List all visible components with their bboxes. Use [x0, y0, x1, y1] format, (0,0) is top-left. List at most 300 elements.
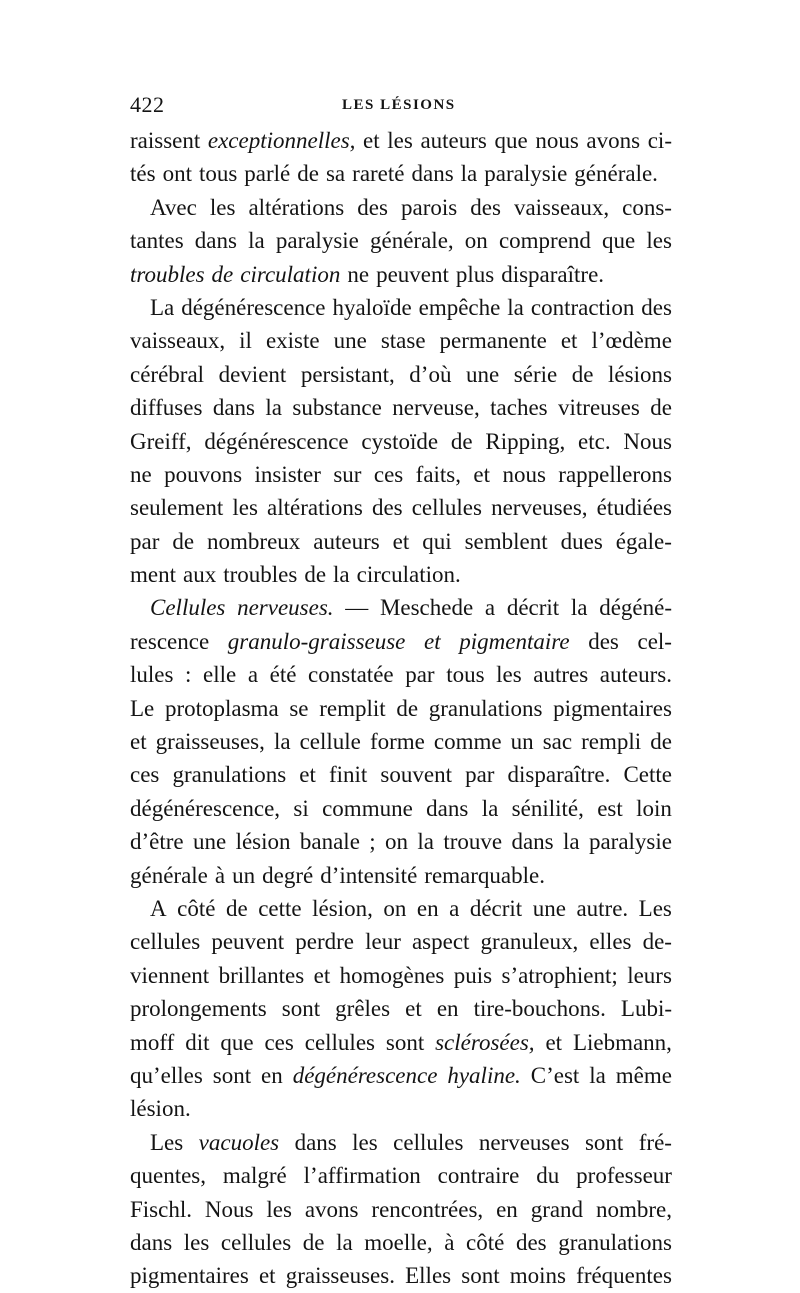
word: permanente: [439, 328, 547, 354]
word: les: [387, 128, 413, 153]
text-line: [130, 792, 672, 825]
text-line: [130, 1026, 672, 1059]
word: qui: [422, 528, 452, 554]
word: cellules: [130, 929, 201, 955]
word: des: [515, 1229, 547, 1255]
word: existe: [265, 328, 320, 354]
word: d’être: [130, 829, 184, 855]
word: tantes: [130, 228, 184, 254]
word: commune: [322, 795, 413, 821]
word: de-: [642, 929, 672, 955]
word: ne: [130, 461, 152, 487]
word: dégénérescence: [204, 428, 349, 454]
word: sont: [584, 1129, 624, 1155]
word: troubles: [223, 562, 298, 588]
word: les: [496, 662, 522, 688]
word: de: [302, 1229, 325, 1255]
word: qu’elles: [130, 1062, 203, 1088]
word: sénilité,: [511, 795, 584, 821]
word: pigmentaires: [130, 1263, 249, 1289]
text-line: [130, 391, 672, 424]
word: sont: [385, 1029, 425, 1055]
word: la: [570, 595, 588, 621]
word: lésion.: [130, 1096, 191, 1122]
word: une: [532, 895, 566, 921]
word: :: [185, 662, 192, 688]
word: par: [465, 762, 495, 788]
word: pouvons: [164, 461, 243, 487]
word: dégéné-: [599, 595, 672, 621]
word: on: [385, 829, 409, 855]
word: paralysie: [275, 228, 359, 254]
word: étudiées: [596, 495, 672, 521]
text-line: [130, 959, 672, 992]
word: une: [466, 361, 500, 387]
word: nerveuse,: [392, 395, 480, 421]
word: de: [297, 161, 319, 187]
word: de: [650, 729, 672, 755]
word: hyaline.: [447, 1062, 521, 1088]
word: la: [248, 228, 265, 254]
word: de: [304, 562, 327, 588]
word: dégénérescence: [181, 294, 326, 320]
word: un: [510, 729, 534, 755]
word: troubles: [130, 261, 205, 287]
text-line: [130, 925, 672, 958]
word: taches: [490, 395, 548, 421]
word: professeur: [576, 1163, 672, 1189]
word: stase: [380, 328, 426, 354]
word: vitreuses: [558, 395, 640, 421]
word: brillantes: [218, 962, 305, 988]
word: des: [641, 294, 672, 320]
word: de: [650, 395, 672, 421]
word: Ripping,: [485, 428, 566, 454]
word: granulations: [172, 762, 287, 788]
word: générale,: [370, 228, 454, 254]
running-head: [130, 92, 672, 122]
word: Avec: [150, 194, 197, 220]
word: côté: [466, 1229, 505, 1255]
word: et: [392, 528, 410, 554]
word: d’intensité: [320, 862, 418, 888]
body-text: [130, 124, 672, 1293]
word: dans: [426, 795, 469, 821]
word: elles: [589, 929, 632, 955]
word: cel-: [637, 628, 672, 654]
word: cellule: [299, 729, 361, 755]
word: et: [363, 128, 380, 153]
word: il: [239, 328, 252, 354]
word: du: [536, 1163, 560, 1189]
word: d’où: [409, 361, 452, 387]
word: les: [232, 495, 258, 521]
word: Nous: [204, 1196, 254, 1222]
word: moelle,: [364, 1229, 433, 1255]
text-line: [130, 758, 672, 791]
word: dans: [294, 1129, 337, 1155]
word: altérations: [267, 495, 363, 521]
word: sur: [333, 461, 362, 487]
word: cons-: [622, 194, 672, 220]
word: prolongements: [130, 996, 267, 1022]
word: moff: [130, 1029, 175, 1055]
word: Liebmann,: [572, 1029, 672, 1055]
word: substance: [292, 395, 382, 421]
word: leur: [365, 929, 401, 955]
text-line: [130, 1059, 672, 1092]
word: avons: [586, 128, 641, 153]
word: moins: [509, 1263, 566, 1289]
word: auteurs.: [599, 662, 672, 688]
text-line: [130, 224, 672, 257]
text-line: [130, 1193, 672, 1226]
word: Les: [638, 895, 672, 921]
text-line: [130, 324, 672, 357]
word: Fischl.: [130, 1196, 192, 1222]
word: forme: [369, 729, 425, 755]
word: auteurs: [313, 528, 380, 554]
word: La: [150, 294, 175, 320]
word: a: [247, 662, 259, 688]
word: tous: [446, 662, 485, 688]
word: lésions: [608, 361, 672, 387]
word: s’atrophient;: [501, 962, 618, 988]
text-line: [130, 1259, 672, 1292]
word: souvent: [380, 762, 452, 788]
word: contraire: [437, 1163, 520, 1189]
word: ces: [373, 461, 404, 487]
word: cellules: [393, 1129, 464, 1155]
text-line: [130, 525, 672, 558]
word: comme: [433, 729, 502, 755]
word: Meschede: [379, 595, 474, 621]
text-line: [130, 1159, 672, 1192]
word: lules: [130, 662, 174, 688]
word: que: [494, 128, 528, 153]
word: en: [416, 895, 439, 921]
word: sac: [542, 729, 573, 755]
text-line: [130, 892, 672, 925]
word: Les: [150, 1129, 184, 1155]
word: disparaître.: [501, 261, 605, 287]
word: autres: [533, 662, 589, 688]
text-line: [130, 658, 672, 691]
word: générale: [130, 862, 208, 888]
word: puis: [453, 962, 493, 988]
word: en: [436, 996, 459, 1022]
word: malgré: [222, 1163, 287, 1189]
word: remarquable.: [424, 862, 545, 888]
word: seulement: [130, 495, 224, 521]
word: cellules: [220, 1229, 292, 1255]
word: ;: [369, 829, 376, 855]
word: et: [560, 328, 578, 354]
word: constatée: [308, 662, 394, 688]
word: sont: [281, 996, 321, 1022]
word: avons: [304, 1196, 359, 1222]
word: exceptionnelles,: [207, 128, 356, 153]
word: disparaître.: [507, 762, 611, 788]
word: la: [336, 1229, 353, 1255]
word: remplit: [319, 695, 386, 721]
word: homogènes: [339, 962, 445, 988]
word: la: [273, 729, 291, 755]
text-line: [130, 859, 672, 892]
word: décrit: [469, 895, 523, 921]
word: se: [289, 695, 309, 721]
word: les: [183, 1229, 210, 1255]
word: par: [405, 662, 435, 688]
word: et: [299, 762, 316, 788]
text-line: [130, 258, 672, 291]
word: protoplasma: [164, 695, 279, 721]
word: faits,: [415, 461, 462, 487]
word: ces: [264, 1029, 294, 1055]
word: nerveuses,: [491, 495, 588, 521]
word: peuvent: [211, 929, 285, 955]
word: des: [357, 194, 388, 220]
word: par: [130, 528, 160, 554]
word: et: [545, 1029, 563, 1055]
word: rappellerons: [558, 461, 672, 487]
word: ces: [130, 762, 160, 788]
text-line: [130, 1126, 672, 1159]
word: la: [417, 829, 434, 855]
word: circulation.: [356, 562, 461, 588]
text-line: [130, 625, 672, 658]
word: quentes,: [130, 1163, 207, 1189]
word: dégénérescence: [292, 1062, 438, 1088]
word: grêles: [335, 996, 391, 1022]
text-line: [130, 124, 672, 157]
word: rencontrées,: [371, 1196, 484, 1222]
word: A: [150, 895, 167, 921]
word: loin: [636, 795, 672, 821]
word: dans: [511, 829, 554, 855]
word: en: [496, 1196, 518, 1222]
word: altérations: [248, 194, 345, 220]
word: finit: [328, 762, 368, 788]
word: la: [333, 562, 350, 588]
word: pigmentaires: [553, 695, 672, 721]
word: des: [588, 628, 619, 654]
word: peuvent: [376, 261, 449, 287]
word: plus: [455, 261, 495, 287]
word: vaisseaux,: [130, 328, 226, 354]
word: a: [449, 895, 460, 921]
word: de: [211, 261, 234, 287]
page-number: 422: [130, 92, 165, 117]
word: dit: [185, 1029, 210, 1055]
word: que: [220, 1029, 254, 1055]
word: de: [396, 695, 419, 721]
word: égale-: [615, 528, 672, 554]
text-line: [130, 725, 672, 758]
text-line: [130, 458, 672, 491]
word: rescence: [130, 628, 210, 654]
word: —: [345, 595, 369, 621]
word: trouve: [443, 829, 503, 855]
word: rempli: [581, 729, 642, 755]
word: semblent: [464, 528, 548, 554]
word: ont: [162, 161, 192, 187]
word: comprend: [498, 228, 591, 254]
word: granulations: [428, 695, 543, 721]
word: même: [615, 1062, 672, 1088]
word: une: [333, 328, 367, 354]
word: parlé: [244, 161, 291, 187]
word: graisseuses,: [155, 729, 265, 755]
word: fréquentes: [576, 1263, 672, 1289]
word: pigmentaire: [459, 628, 570, 654]
word: elle: [203, 662, 237, 688]
word: paralysie: [484, 161, 568, 187]
word: des: [371, 495, 403, 521]
word: aspect: [411, 929, 470, 955]
word: et: [258, 1263, 276, 1289]
word: et: [424, 628, 441, 654]
word: générale.: [574, 161, 658, 187]
text-line: [130, 692, 672, 725]
word: tous: [198, 161, 238, 187]
word: de: [225, 895, 248, 921]
word: sont: [212, 1062, 252, 1088]
word: auteurs: [420, 128, 487, 153]
word: est: [597, 795, 623, 821]
word: à: [444, 1229, 455, 1255]
word: de: [571, 361, 594, 387]
word: une: [193, 829, 227, 855]
word: dans: [194, 228, 237, 254]
word: viennent: [130, 962, 210, 988]
word: nous: [535, 128, 579, 153]
word: paralysie: [588, 829, 672, 855]
word: un: [232, 862, 256, 888]
word: nerveuses.: [237, 595, 334, 621]
word: été: [269, 662, 297, 688]
word: Greiff,: [130, 428, 192, 454]
word: Le: [130, 695, 155, 721]
word: décrit: [506, 595, 560, 621]
text-line: [130, 591, 672, 624]
word: dans: [212, 395, 255, 421]
word: nous: [502, 461, 546, 487]
word: persistant,: [300, 361, 395, 387]
word: vacuoles: [198, 1129, 280, 1155]
word: tés: [130, 161, 156, 187]
word: que: [602, 228, 636, 254]
word: et: [473, 461, 491, 487]
word: rareté: [352, 161, 405, 187]
word: granuleux,: [480, 929, 579, 955]
word: côté: [177, 895, 216, 921]
word: sont: [461, 1263, 500, 1289]
word: leurs: [627, 962, 672, 988]
word: dans: [130, 1229, 173, 1255]
word: nombreux: [207, 528, 301, 554]
word: ment: [130, 562, 176, 588]
word: dues: [560, 528, 603, 554]
word: granulations: [558, 1229, 672, 1255]
word: et: [130, 729, 147, 755]
text-line: [130, 425, 672, 458]
word: cystoïde: [361, 428, 439, 454]
word: et: [313, 962, 331, 988]
word: nerveuses: [478, 1129, 570, 1155]
word: devient: [218, 361, 287, 387]
word: Cette: [623, 762, 672, 788]
word: Elles: [405, 1263, 452, 1289]
word: les: [646, 228, 672, 254]
word: dans: [411, 161, 454, 187]
word: etc.: [578, 428, 611, 454]
word: en: [261, 1062, 283, 1088]
word: graisseuses.: [285, 1263, 395, 1289]
word: de: [172, 528, 195, 554]
word: les: [209, 194, 236, 220]
word: nombre,: [595, 1196, 672, 1222]
word: la: [481, 795, 499, 821]
word: perdre: [295, 929, 354, 955]
word: série: [513, 361, 558, 387]
word: grand: [530, 1196, 584, 1222]
word: la: [589, 1062, 606, 1088]
word: Nous: [623, 428, 672, 454]
word: la: [563, 829, 580, 855]
word: de: [450, 428, 473, 454]
text-line: [130, 491, 672, 524]
word: empêche: [418, 294, 501, 320]
word: circulation: [240, 261, 341, 287]
word: aux: [183, 562, 217, 588]
word: lésion: [235, 829, 291, 855]
word: contraction: [530, 294, 635, 320]
text-line: [130, 157, 672, 190]
word: des: [470, 194, 501, 220]
text-line: [130, 1092, 672, 1125]
word: l’affirmation: [303, 1163, 421, 1189]
word: les: [352, 1129, 378, 1155]
word: la: [460, 161, 478, 187]
word: ci-: [647, 128, 672, 153]
text-line: [130, 191, 672, 224]
word: autre.: [576, 895, 629, 921]
word: diffuses: [130, 395, 203, 421]
word: cette: [258, 895, 302, 921]
word: dégénérescence,: [130, 795, 281, 821]
word: C’est: [530, 1062, 580, 1088]
word: raissent: [130, 128, 201, 153]
word: la: [507, 294, 524, 320]
word: cérébral: [130, 361, 205, 387]
word: tire-bouchons.: [473, 996, 606, 1022]
word: et: [405, 996, 422, 1022]
text-line: [130, 1226, 672, 1259]
word: la: [265, 395, 282, 421]
word: a: [484, 595, 496, 621]
word: parois: [400, 194, 458, 220]
word: Cellules: [150, 595, 226, 621]
word: insister: [254, 461, 321, 487]
word: cellules: [411, 495, 482, 521]
word: à: [214, 862, 226, 888]
text-line: [130, 825, 672, 858]
word: on: [464, 228, 488, 254]
word: l’œdème: [591, 328, 672, 354]
word: ne: [347, 261, 370, 287]
word: fré-: [638, 1129, 672, 1155]
